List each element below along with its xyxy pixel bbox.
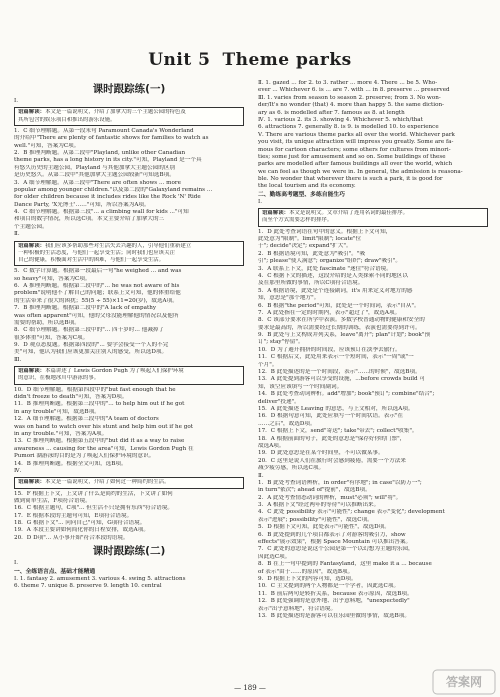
passage-summary-box [14,107,244,125]
answer-line: deliver"投递"。 [258,398,300,405]
passage-summary-line: 其所包含的娱乐项目和推出的游乐设施。 [18,116,116,123]
answer-line: 6. attractions 7. generally 8. is 9. is modelled 10. to experience [258,124,439,131]
answer-line: 1．B 此处考查词语辨析，in order"有序地"; in case"以防万一"; [258,479,422,486]
answer-line: 此处意为"限制"。limit"限制"; locate"位 [258,236,362,243]
passage-summary-tag: 语篇解读： [18,479,46,486]
answer-line: 5．A 根据语境，此处是个连接副词，it's 用来定义对地方的感 [258,287,413,294]
part-number: Ⅰ. [14,560,19,567]
sub-heading: 二、勤练高考题型、多练自能生巧 [258,191,345,198]
answer-line: 9．D 观点态度题。根据第四段的"... 要学会接受一个人的不完 [14,342,169,349]
answer-line: ble. No wonder that wherever there is such a park, it is good for [258,176,443,183]
answer-line: 7．C 此处的意思是说这个公园是第一个以幻想为主题的乐园， [258,546,414,553]
answer-line: of 表示"由于……的原因"，故选B项。 [258,568,354,575]
answer-line: Ⅴ. There are various theme parks all over the world. Whichever park [258,131,455,138]
passage-summary-box [14,366,244,384]
answer-line: 14．B 此处考查动词辨析。add"增加"; book"预订"; combine"结合"; [258,391,435,398]
answer-line: 6．B 根据"the period"可知，此处是一个时间词，表示"自从"。 [258,302,420,309]
answer-line: 1．D 此处考查词语在句中的意义。根据上下文可知， [258,228,392,235]
unit-title [0,50,500,70]
answer-line: 12．A 细节理解题。根据第三段中的"A team of doctors [14,416,159,423]
answer-line: 13．B 此处描述的是游客可以在乐园里做的事情，故选B项。 [258,612,410,619]
answer-line: 13．C 推理判断题。根据第五段中的"but did it as a way to raise [14,438,185,445]
passage-summary-line: 一种积极的生活态度，与他们一起享受生活；同时我们也应该关注 [18,249,175,256]
passage-summary-line [18,243,240,250]
answer-line: well."可知，答案为C项。 [14,142,80,149]
answer-line: 17．E 根据本段的主题句可知，E项符合语境。 [14,512,133,519]
answer-line: ever ... Whichever 6. is ... are 7. with ... in 8. preserve ... preserved [258,87,450,94]
passage-summary-line: 的意识，在极地冰川中游泳的事。 [18,375,100,382]
answer-line: 3．A 细节理解题。从第三段中"There are often shows ... more [14,179,181,186]
answer-line: was on hand to watch over his stunt and help him out if he got [14,423,193,430]
vocab-line: 6. theme 7. unique 8. preserve 9. length 10. central [14,583,162,590]
answer-line: 因此选C项。 [258,553,291,560]
answer-line: 7．B 推理判断题。根据第二段中的"A lack of empathy [14,305,157,312]
answer-line: 10．C 主文提到的两个人物都是一个学者，因此选C项。 [258,583,400,590]
answer-line: 8．C 该部分要求在所学中表演。多数学校普通动物的健康和安全的 [258,317,425,324]
answer-line: 5．C 数字计算题。根据第一段最后一句"he weighed ... and was [14,268,182,275]
answer-line: 表示"进展"; possibility"可能性"，故选C项。 [258,516,373,523]
answer-line: 9．D 根据上下文的内容可知，选D项。 [258,575,357,582]
answer-line: 8．B 在上一句中提到的 Fantasyland，这里 make it a ... because [258,561,432,568]
answer-line: effects"展示效果"，根据 Space Mountain 可以推出答案。 [258,539,412,546]
part-number: Ⅲ. [14,356,22,363]
passage-summary-tag: 语篇解读： [18,242,46,249]
answer-line: 18．G 根据下文"... 问问自己"可知，G项符合语境。 [14,520,146,527]
section-title: 课时跟踪练(一) [92,83,166,95]
answer-line: 和项目的数字情况，所以选C项。本文主要介绍了加拿大的三 [14,216,165,223]
answer-line: 16．C 根据主题句，C项"... 但生活不只是拥有东西"符合语境。 [14,505,174,512]
passage-summary-line: 而至个方式需要怎样的排序。 [262,217,333,224]
answer-line: 13．A 此处提到游客可以享受的设施，...before crowds build 可 [258,376,426,383]
answer-line: we can feel as though we were in. In general, the admission is reasona- [258,168,463,175]
answer-line: Pumori 湖游泳的目的是为了唤起人们保护环境的意识。 [14,453,155,460]
answer-line: 订"; stay"停留"。 [258,339,304,346]
answer-line: 表示"出乎意料地"，符合语境。 [258,605,337,612]
passage-summary-tag: 语篇解读： [18,368,46,375]
answer-line: 10．D 细节理解题。根据第四段中的"but fast enough that he [14,386,176,393]
answer-line: 个月"。 [258,361,278,368]
answer-line: 4．C 细节理解题。根据第三段"... a climbing wall for kids ..."可知 [14,209,189,216]
answer-line: was often apparent"可知，他的父母没能理解他的情况以及他所 [14,312,179,319]
passage-summary-box [14,241,244,267]
passage-summary-line [18,368,240,375]
answer-line: theme parks, has a long history in its city."可知，Playland 是一个具 [14,157,202,164]
passage-summary-text: 本文是说明文。文章介绍了连用名词的最佳排序。 [289,210,409,217]
answer-line: in any trouble"可知，故选B项。 [14,408,100,415]
answer-line: 4．C 此处 possibility 表示"可能性"; change 表示"变化"; development [258,509,445,516]
answer-line: Dance Party, 'X光博士'……"可知，所以答案为A项。 [14,201,150,208]
answer-line: Ⅱ. 1. gazed ... for 2. to 3. rather ... more 4. There ... be 5. Who- [258,80,438,86]
answer-line: popular among younger children."以及第二段的"Galaxyland remains ... [14,186,213,193]
passage-summary-text: 本篇讲述了 Lewis Gordon Pugh 为了唤起人们保护环境 [45,368,184,375]
answer-line: in turn"依次"; ahead of"提前"，故选B项。 [258,487,371,494]
passage-summary-text: 本文是一篇说明文，介绍了加拿大的三个主题公园的特色及 [45,109,186,116]
unit-label: Unit 5 [148,50,211,70]
answer-line: 6．A 推理判断题。根据第二段中的"... he was not aware of his [14,282,180,289]
vocab-line: Ⅰ. 1. fantasy 2. amusement 3. various 4. swing 5. attractions [14,575,186,582]
passage-summary-line [18,479,240,486]
answer-line: 19．D 此处意思是在某个时间里，不可以做某事。 [258,450,384,457]
answer-line: 11．B 推理判断题。根据第三段中的"... to help him out if he got [14,401,185,408]
answer-line: 3．A 根据下文"经过两年的等待"可以推断出来。 [258,502,380,509]
answer-line: 11．C 根据后文，此处用来表示一个短时间，表示"一周"或"一 [258,354,414,361]
passage-summary-tag: 语篇解读： [262,210,290,217]
answer-line: 15．A 此处描述 Leaving 的意思，与上文相对，所以选A项。 [258,406,414,412]
svg-text:答案网: 答案网 [445,675,483,689]
answer-line: 5．D 根据下文可知，此处表示"可能性"，故选D项。 [258,524,390,531]
answer-line: 需要的帮助，所以选B项。 [14,319,80,326]
right-column [258,80,488,670]
answer-line: Ⅳ. 1. various 2. its 3. showing 4. Whichever 5. which/that [258,116,423,123]
answer-line: 及在那里所做的事情，所以C项符合语境。 [258,280,364,287]
answer-line: 1．C 细节理解题。从第一段末句 Paramount Canada's Wonderland [14,127,194,134]
answer-line: so heavy"可知，答案为C项。 [14,275,91,282]
answer-line: in any trouble."可知，答案为A项。 [14,430,108,437]
part-number: Ⅰ. [258,198,263,205]
answer-line: 的生活带来了很大的困扰；55(5 ÷ 55)×11=20(岁)，故选A项。 [14,297,178,304]
answer-line: 20．D D项"... 从小事开始"符合本段的语境。 [14,534,129,541]
answer-line: 引"; please"使人满意"; organize"组织"; draw"吸引"。 [258,258,401,265]
answer-line: 故选A项。 [258,442,285,449]
answer-line: for older children because it includes rides like the Rock 'N' Ride [14,194,201,201]
passage-summary-tag: 语篇解读： [18,109,46,116]
answer-line: 做到简单生活，F项符合语境。 [14,497,91,504]
answer-line: ary as 6. is modelled after 7. famous as 8. at length [258,109,405,116]
answer-line: the local tourism and its economy. [258,183,356,190]
answer-line: 19．A 本段主要讲如何简化你的日程安排，故选A项。 [14,527,149,534]
section-title: 课时跟踪练(二) [92,545,166,558]
answer-line: 2．A 此处考查情态动词的辨析，must"必须"; will"将"。 [258,494,402,501]
answer-line: awareness ... causing for the area"可知，Lewis Gordon Pugh 在 [14,445,194,452]
answer-line: 于"; decide"决定"; expand"扩大"。 [258,243,352,250]
answer-line: parks are modelled after famous buildings all over the world, which [258,161,453,168]
answer-line: 10．D 为了避开拥挤的时间段，应该预订在淡季去旅行。 [258,346,401,353]
passage-summary-box [258,208,488,226]
answer-line: 4．C 根据下文的描述，这段介绍的是人类探索不同的地区以 [258,272,409,279]
answer-line: 9．B 此处与上文构成并列关系，leave"离开"; plan"计划"; book"预 [258,332,431,339]
answer-line: 要求是最高的，所以需要经过长期的训练，表演也需要得到许可。 [258,324,421,331]
sub-heading: 一、全练语言点、基础才能精通 [14,568,96,575]
answer-line: 7．A 此处指在一定的时期内，表示"超过了"，故选A项。 [258,309,401,316]
answer-line: mous for cartoon characters; some others for cultures from minori- [258,146,451,153]
answer-line: 2．B 根据语境可知，此处意为"吸引"。"吸 [258,250,366,257]
answer-line: 11．B 前后两句是转折关系，because 表示原因，故选B项。 [258,590,413,597]
answer-line: didn't freeze to death"可知，答案为D项。 [14,394,128,401]
part-number: Ⅱ. [14,231,20,238]
answer-line: 12．B 此处强调的是意外地、出乎意料地，"unexpectedly" [258,598,410,605]
answer-line: 知，该空应该填写一个时间副词。 [258,383,343,390]
part-number: Ⅳ. [14,467,22,474]
answer-line: ……之后"，故选D项。 [258,420,316,427]
answer-line: 8．C 细节理解题。根据第三段中的"... 四十岁时... 他减掉了 [14,327,165,334]
answer-line: 知，意思是"那个地方"。 [258,295,320,302]
answer-line: 2．B 推理判断题。从第二段中"Playland, unlike other Canadian [14,149,186,156]
unit-topic: Theme parks [222,50,352,70]
answer-line: 20．C 这里是说人们在旅行时会感到疲倦，需要一个方法来 [258,457,406,464]
passage-summary-line [18,109,240,116]
answer-line: Ⅲ. 1. varies from season to season 2. preserve; from 3. No won- [258,94,441,101]
two-column-body [14,80,488,670]
page-number: — 189 — [234,684,266,692]
answer-line: Ⅱ. [258,472,264,479]
left-column [14,80,244,670]
answer-line: you visit, its unique attraction will impress you greatly. Some are fa- [258,139,454,146]
passage-summary-text: 本文是一篇说明文，介绍了如何过一种简约的生活。 [45,479,170,486]
watermark-logo [432,669,496,695]
answer-line: 15．F 根据上下文，上文讲了什么是简约的生活，下文讲了如何 [14,490,173,497]
answer-line: problem"说明他不了解自己的问题；联系上文可知，他的体重给他 [14,290,181,297]
answer-line: 18．A 根据前面的句子，此处的意思是"保存好你的门票"， [258,435,406,442]
answer-line: 很多体重"可知，答案为C项。 [14,334,89,341]
answer-line: 是历史悠久。从第二段中"其他加拿大主题公园较新"可知选B项。 [14,172,175,179]
answer-line: 减少疲劳感，所以选C项。 [258,465,325,472]
part-number: Ⅰ. [14,98,19,104]
passage-summary-box [14,477,244,488]
answer-line: 6．B 此处提到的几个项目都表示了对游客的吸引力，show [258,531,406,538]
passage-summary-text: 我们应该多帮助那些对生活失去兴趣的人，引导他们重新建立 [45,242,192,249]
answer-line: 16．D 根据句意可知，此处应填写一个时间状语。表示"在 [258,413,404,420]
answer-line: 的介绍中"There are plenty of fantastic shows for families to watch as [14,135,209,142]
answer-line: 17．C 根据上下文，send"寄送"; take"带去"; collect"收集"。 [258,428,418,435]
answer-line: ties; some just for amusement and so on. Some buildings of these [258,153,446,160]
answer-line: 12．B 此处描述的是一个时间段，表示"……的时候"，故选B项。 [258,369,421,376]
passage-summary-line: 自己的健康，积极面对生活中的困难，与他们一起享受生活。 [18,257,165,263]
answer-line: 美"可知，他认为我们应该更加关注别人的感受，所以选D项。 [14,349,168,356]
passage-summary-line [262,210,484,217]
answer-line: 3．A 联系上下文，此处 fascinate "迷住"符合语境。 [258,265,392,272]
answer-line: der/It's no wonder (that) 4. more than happy 5. the same diction- [258,102,445,109]
answer-line: 14．B 推理判断题。根据全文可知，选B项。 [14,460,127,467]
answer-line: 个主题公园。 [14,223,48,230]
answer-line: 有悠久历史的主题公园，Playland 与其他加拿大主题公园的区别 [14,164,176,171]
